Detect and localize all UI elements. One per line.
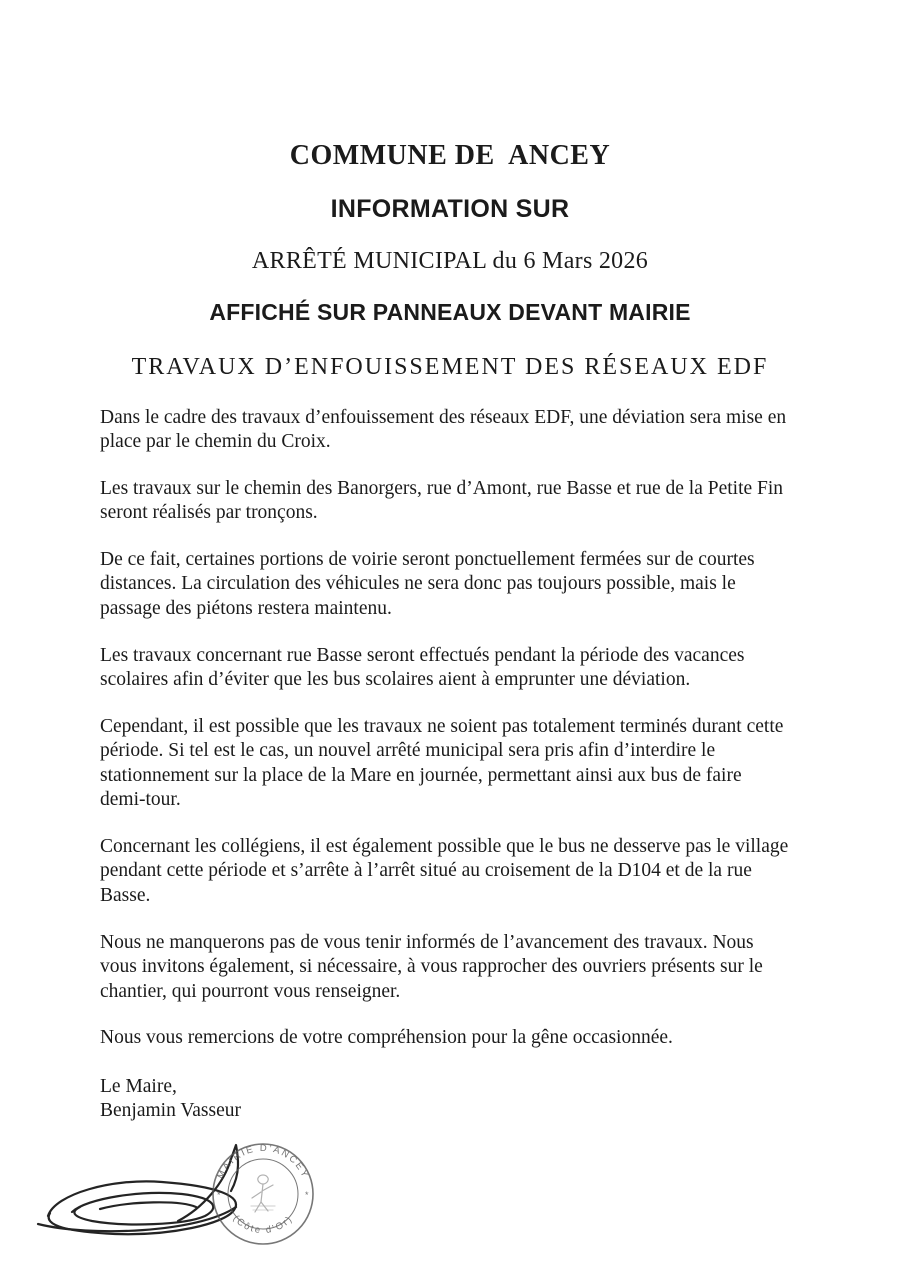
- document-header: [0, 140, 900, 382]
- paragraph-vacances: Les travaux concernant rue Basse seront effectués pendant la période des vacances scolaires afin d’éviter que les bus scolaires aient à emprunter une déviation.: [100, 644, 745, 691]
- paragraph-remerciements: Nous vous remercions de votre compréhension pour la gêne occasionnée.: [100, 1027, 673, 1049]
- closing-block: [100, 1075, 900, 1124]
- stamp-bottom-text: (Côte d’Or): [230, 1213, 296, 1237]
- travaux-title: TRAVAUX D’ENFOUISSEMENT DES RÉSEAUX EDF: [131, 353, 769, 380]
- paragraph-deviation: Dans le cadre des travaux d’enfouissement des réseaux EDF, une déviation sera mise en place par le chemin du Croix.: [100, 406, 787, 453]
- signature-scribble: [38, 1145, 238, 1234]
- signature-and-stamp-area: [30, 1128, 900, 1258]
- paragraph-circulation: De ce fait, certaines portions de voirie seront ponctuellement fermées sur de courtes distances. La circulation des véhicules ne sera donc pas toujours possible, mais le passage des piétons restera maintenu.: [100, 548, 755, 619]
- information-subtitle: INFORMATION SUR: [330, 195, 570, 224]
- stamp-emblem: [251, 1175, 275, 1212]
- closing-role: Le Maire,: [100, 1075, 177, 1097]
- paragraph-collegiens: Concernant les collégiens, il est également possible que le bus ne desserve pas le village pendant cette période et s’arrête à l’arrêt situé au croisement de la D104 et de la rue Basse.: [100, 835, 789, 906]
- paragraph-stationnement: Cependant, il est possible que les travaux ne soient pas totalement terminés durant cette période. Si tel est le cas, un nouvel arrêté municipal sera pris afin d’interdire le stationnement sur la place de la Mare en journée, permettant ainsi aux bus de faire demi-tour.: [100, 715, 784, 811]
- stamp-left-star: *: [217, 1189, 221, 1200]
- stamp-right-star: *: [305, 1189, 309, 1200]
- commune-title: COMMUNE DE ANCEY: [289, 140, 611, 171]
- closing-name: Benjamin Vasseur: [100, 1100, 241, 1122]
- document-body: [100, 406, 790, 1051]
- affichage-line: AFFICHÉ SUR PANNEAUX DEVANT MAIRIE: [209, 298, 691, 325]
- paragraph-information-chantier: Nous ne manquerons pas de vous tenir informés de l’avancement des travaux. Nous vous invitons également, si nécessaire, à vous rapprocher des ouvriers présents sur le chantier, qui pourront vous renseigner.: [100, 931, 763, 1002]
- official-stamp: [213, 1143, 313, 1244]
- signature-stamp-graphic: [30, 1128, 350, 1258]
- arrete-municipal-line: ARRÊTÉ MUNICIPAL du 6 Mars 2026: [251, 247, 649, 274]
- stamp-top-text: MAIRIE D’ANCEY: [215, 1142, 311, 1181]
- paragraph-troncons: Les travaux sur le chemin des Banorgers, rue d’Amont, rue Basse et rue de la Petite Fin seront réalisés par tronçons.: [100, 477, 784, 524]
